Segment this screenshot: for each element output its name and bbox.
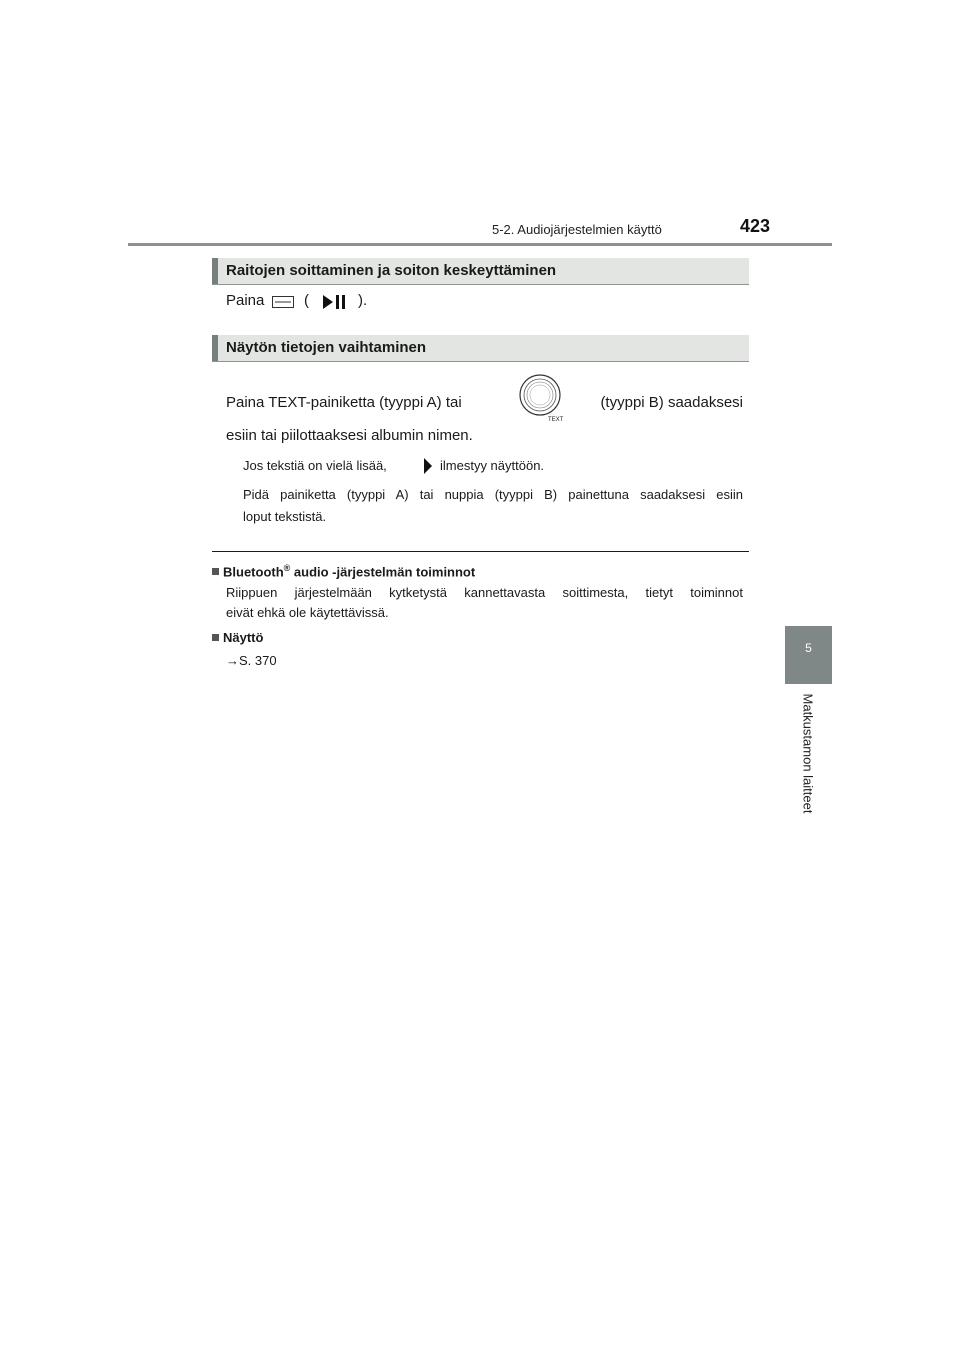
notes-divider — [212, 551, 749, 552]
display-heading-text: Näyttö — [223, 630, 264, 645]
section-title: 5-2. Audiojärjestelmien käyttö — [492, 222, 662, 237]
more-text-note-part2: ilmestyy näyttöön. — [440, 458, 545, 473]
display-note-heading — [212, 630, 263, 645]
more-text-note-part1: Jos tekstiä on vielä lisää, — [243, 458, 387, 473]
hold-button-note-line1: Pidä painiketta (tyyppi A) tai nuppia (tyyppi B) painettuna saadaksesi esiin — [243, 487, 743, 502]
bullet-square-icon — [212, 634, 219, 641]
more-text-arrow-icon — [422, 457, 434, 475]
bluetooth-note-body-line2: eivät ehkä ole käytettävissä. — [226, 605, 389, 620]
display-instruction-part1: Paina TEXT-painiketta (tyyppi A) tai — [226, 394, 462, 411]
hold-button-note-line2: loput tekstistä. — [243, 509, 327, 524]
display-instruction-part2: (tyyppi B) saadaksesi — [600, 394, 743, 411]
bluetooth-note-heading — [212, 563, 475, 579]
section-heading-play-pause-title: Raitojen soittaminen ja soiton keskeyttäminen — [226, 262, 557, 279]
bluetooth-heading-text: Bluetooth — [223, 564, 284, 580]
section-heading-display-info — [212, 335, 749, 362]
text-knob-icon — [518, 373, 566, 423]
chapter-number: 5 — [805, 641, 812, 655]
play-pause-icon — [322, 294, 348, 310]
section-heading-display-info-title: Näytön tietojen vaihtaminen — [226, 339, 427, 356]
play-pause-instruction — [226, 292, 264, 309]
chapter-label-text: Matkustamon laitteet — [800, 693, 816, 814]
instruction-paren-close: ). — [358, 292, 368, 309]
knob-label: TEXT — [548, 417, 564, 423]
instruction-prefix: Paina — [226, 292, 265, 309]
instruction-paren-open: ( — [304, 292, 309, 309]
section-heading-play-pause — [212, 258, 749, 285]
header-rule — [128, 243, 832, 246]
bullet-square-icon — [212, 568, 219, 575]
display-instruction-line2: esiin tai piilottaaksesi albumin nimen. — [226, 427, 473, 444]
display-page-reference[interactable]: →S. 370 — [226, 653, 277, 668]
bluetooth-note-body-line1: Riippuen järjestelmään kytketystä kannettavasta soittimesta, tietyt toiminnot — [226, 585, 743, 600]
registered-mark: ® — [283, 563, 291, 573]
bluetooth-heading-rest: audio -järjestelmän toiminnot — [290, 564, 476, 580]
audio-button-icon — [272, 296, 294, 308]
page-number: 423 — [740, 216, 771, 236]
